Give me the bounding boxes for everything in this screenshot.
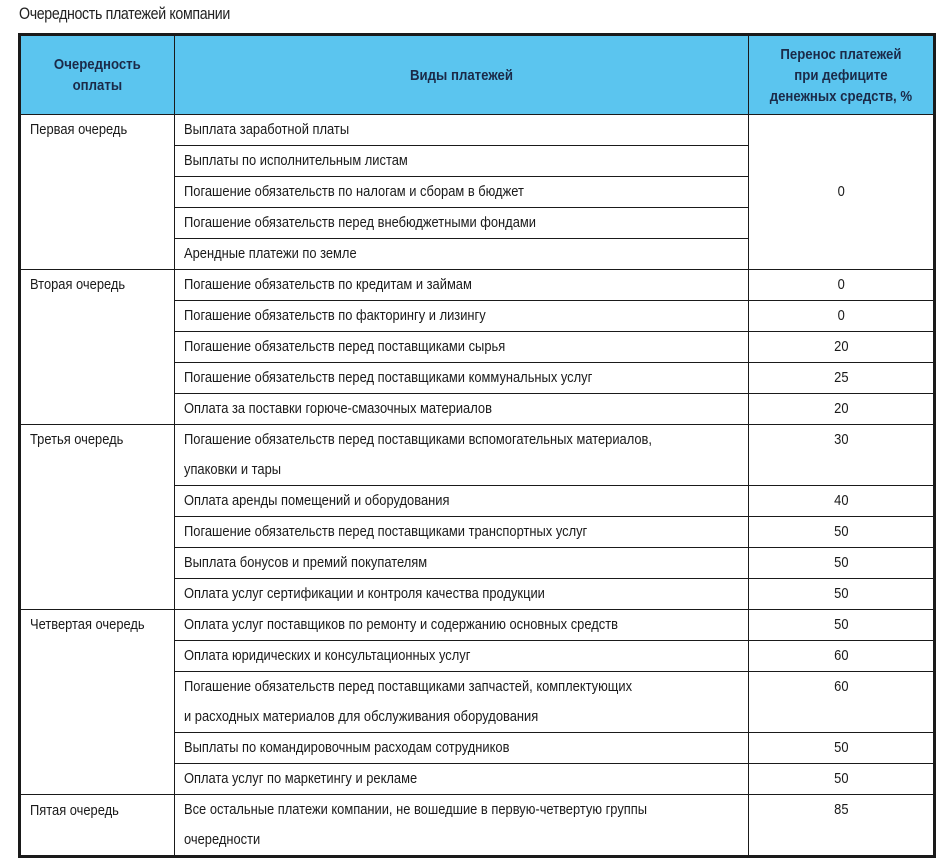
payment-cell: Погашение обязательств перед поставщиками вспомогательных материалов, упаковки и тары [175,425,749,486]
payment-cell: Выплата заработной платы [175,115,749,146]
value-cell: 0 [749,115,935,270]
table-row [20,115,935,146]
payment-cell: Погашение обязательств перед поставщиками транспортных услуг [175,517,749,548]
payment-cell: Арендные платежи по земле [175,239,749,270]
payment-cell: Погашение обязательств перед поставщиками запчастей, комплектующих и расходных материалов для обслуживания оборудования [175,672,749,733]
payment-cell: Выплаты по командировочным расходам сотрудников [175,733,749,764]
value-cell: 25 [749,363,935,394]
payment-cell: Погашение обязательств перед поставщиками сырья [175,332,749,363]
value-cell: 50 [749,579,935,610]
value-cell: 0 [749,270,935,301]
payment-cell: Погашение обязательств перед внебюджетными фондами [175,208,749,239]
table-row [20,795,935,857]
table-row [20,425,935,486]
header-payment-types: Виды платежей [175,35,749,115]
value-cell: 85 [749,795,935,857]
payment-cell: Погашение обязательств по факторингу и лизингу [175,301,749,332]
payment-cell: Оплата юридических и консультационных услуг [175,641,749,672]
group-label: Первая очередь [20,115,175,270]
group-label: Четвертая очередь [20,610,175,795]
value-cell: 0 [749,301,935,332]
group-label: Третья очередь [20,425,175,610]
value-cell: 60 [749,641,935,672]
value-cell: 40 [749,486,935,517]
value-cell: 50 [749,764,935,795]
header-deferral-percent: Перенос платежей при дефиците денежных средств, % [749,35,935,115]
value-cell: 30 [749,425,935,486]
table-row [20,610,935,641]
value-cell: 50 [749,733,935,764]
payment-cell: Оплата за поставки горюче-смазочных материалов [175,394,749,425]
table-header-row [20,35,935,115]
value-cell: 50 [749,548,935,579]
payment-cell: Оплата услуг по маркетингу и рекламе [175,764,749,795]
payment-cell: Выплаты по исполнительным листам [175,146,749,177]
payment-cell: Погашение обязательств перед поставщиками коммунальных услуг [175,363,749,394]
value-cell: 20 [749,394,935,425]
payment-cell: Погашение обязательств по налогам и сборам в бюджет [175,177,749,208]
header-priority: Очередность оплаты [20,35,175,115]
value-cell: 50 [749,610,935,641]
payment-cell: Оплата услуг поставщиков по ремонту и содержанию основных средств [175,610,749,641]
value-cell: 20 [749,332,935,363]
value-cell: 50 [749,517,935,548]
table-row [20,270,935,301]
payment-cell: Погашение обязательств по кредитам и займам [175,270,749,301]
payment-cell: Оплата аренды помещений и оборудования [175,486,749,517]
value-cell: 60 [749,672,935,733]
group-label: Пятая очередь [20,795,175,857]
payment-cell: Все остальные платежи компании, не вошедшие в первую-четвертую группы очередности [175,795,749,857]
payment-cell: Выплата бонусов и премий покупателям [175,548,749,579]
payment-priority-table [18,33,936,858]
group-label: Вторая очередь [20,270,175,425]
payment-cell: Оплата услуг сертификации и контроля качества продукции [175,579,749,610]
table-title: Очередность платежей компании [19,5,230,23]
